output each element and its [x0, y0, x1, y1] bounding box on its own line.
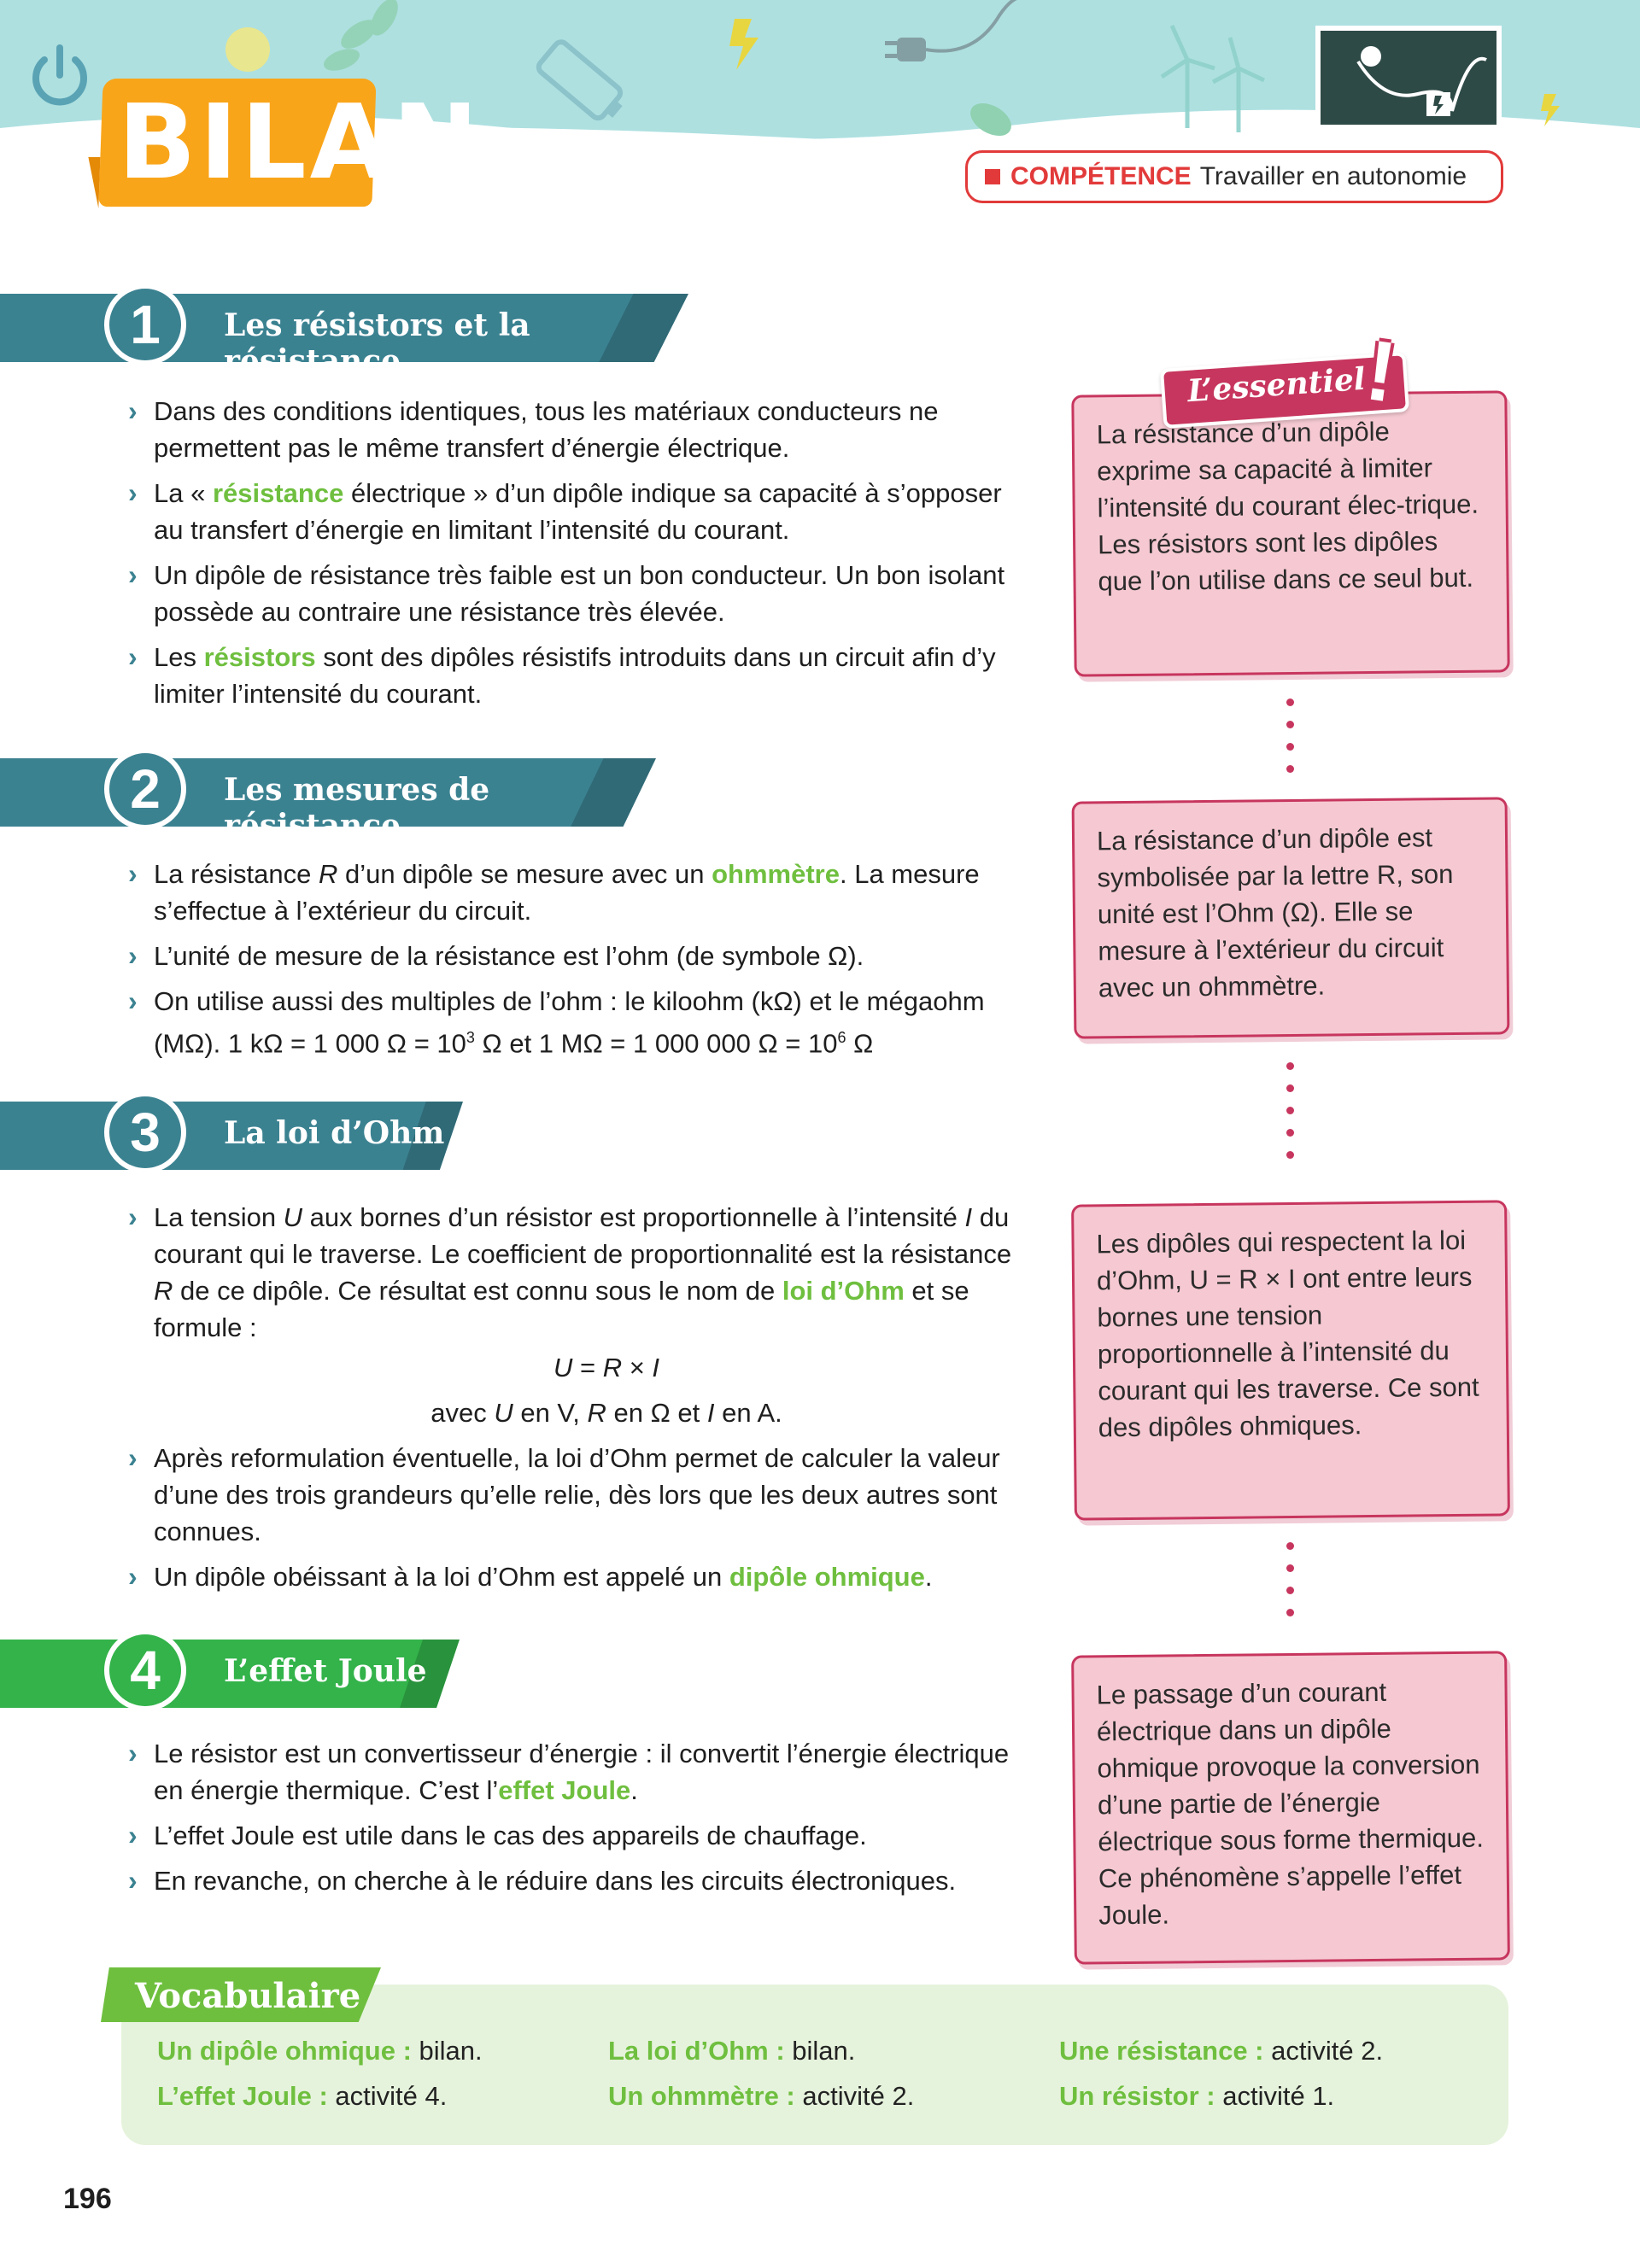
bullet-item: › Dans des conditions identiques, tous les matériaux conducteurs ne permettent pas le même transfert d’énergie électrique.	[128, 393, 1034, 466]
vocabulary-item: Un résistor : activité 1.	[1059, 2081, 1335, 2111]
section-2-bullets	[128, 856, 1034, 1070]
section-4-header	[0, 1633, 463, 1711]
chevron-right-icon: ›	[128, 1442, 138, 1473]
keyword: résistors	[203, 642, 316, 672]
chevron-right-icon: ›	[128, 985, 138, 1016]
dotted-connector	[1286, 1062, 1295, 1173]
bullet-item: › En revanche, on cherche à le réduire dans les circuits électroniques.	[128, 1862, 1034, 1899]
bullet-item: › La résistance R d’un dipôle se mesure avec un ohmmètre. La mesure s’effectue à l’extérieur du circuit.	[128, 856, 1034, 929]
page-title: BILAN	[118, 84, 482, 202]
section-number: 2	[104, 748, 186, 830]
vocabulary-item: Une résistance : activité 2.	[1059, 2036, 1384, 2066]
bullet-item: › On utilise aussi des multiples de l’ohm : le kiloohm (kΩ) et le mégaohm (MΩ). 1 kΩ = 1 000 $\Omega = 10^3$ Ω et 1 MΩ = 1 000 000 $\Omega = 10^6$ Ω	[128, 983, 1034, 1061]
vocabulary-title: Vocabulaire	[135, 1976, 361, 2016]
page-number: 196	[63, 2183, 112, 2215]
section-number: 4	[104, 1629, 186, 1711]
essentiel-box: La résistance d’un dipôle est symbolisée par la lettre R, son unité est l’Ohm (Ω). Elle se mesure à l’extérieur du circuit avec un ohmmètre.	[1072, 797, 1510, 1038]
vocabulary-item: L’effet Joule : activité 4.	[157, 2081, 448, 2111]
keyword: dipôle ohmique	[729, 1562, 925, 1592]
chevron-right-icon: ›	[128, 641, 138, 672]
chevron-right-icon: ›	[128, 1738, 138, 1768]
bullet-item: › Les résistors sont des dipôles résistifs introduits dans un circuit afin d’y limiter l’intensité du courant.	[128, 639, 1034, 712]
essentiel-label: L’essentiel	[1186, 360, 1367, 410]
bullet-item: › Après reformulation éventuelle, la loi d’Ohm permet de calculer la valeur d’une des trois grandeurs qu’elle relie, dès lors que les deux autres sont connues.	[128, 1440, 1034, 1550]
chevron-right-icon: ›	[128, 858, 138, 889]
keyword: loi d’Ohm	[782, 1276, 905, 1306]
section-4-bullets	[128, 1735, 1034, 1908]
formula-line: U = R × I	[553, 1353, 660, 1382]
dotted-connector	[1286, 1542, 1295, 1631]
section-3-header	[0, 1095, 466, 1173]
bulb-icon	[226, 27, 270, 72]
keyword: résistance	[212, 478, 344, 508]
section-2-header	[0, 751, 659, 844]
section-title: L’effet Joule	[224, 1653, 427, 1689]
section-title: Les résistors et la résistance	[224, 307, 530, 379]
chevron-right-icon: ›	[128, 559, 138, 590]
competence-label: COMPÉTENCE	[1010, 162, 1192, 190]
section-3-bullets	[128, 1199, 1034, 1604]
essentiel-box: La résistance d’un dipôle exprime sa capacité à limiter l’intensité du courant élec-trique. Les résistors sont les dipôles que l’on utilise dans ce seul but.	[1071, 390, 1509, 676]
vocabulary-item: Un dipôle ohmique : bilan.	[157, 2036, 483, 2066]
chevron-right-icon: ›	[128, 1201, 138, 1232]
chevron-right-icon: ›	[128, 1820, 138, 1850]
section-number: 3	[104, 1091, 186, 1173]
vocabulary-item: Un ohmmètre : activité 2.	[608, 2081, 915, 2111]
chevron-right-icon: ›	[128, 477, 138, 508]
section-title: La loi d’Ohm	[224, 1115, 445, 1151]
bullet-item: › Un dipôle obéissant à la loi d’Ohm est appelé un dipôle ohmique.	[128, 1558, 1034, 1595]
competence-badge	[965, 150, 1503, 203]
chevron-right-icon: ›	[128, 940, 138, 971]
keyword: effet Joule	[498, 1775, 631, 1805]
vocabulary-item: La loi d’Ohm : bilan.	[608, 2036, 856, 2066]
section-number: 1	[104, 284, 186, 365]
essentiel-box: Le passage d’un courant électrique dans un dipôle ohmique provoque la conversion d’une partie de l’énergie électrique sous forme thermique. Ce phénomène s’appelle l’effet Joule.	[1071, 1651, 1510, 1964]
chevron-right-icon: ›	[128, 395, 138, 426]
bullet-item: › L’effet Joule est utile dans le cas des appareils de chauffage.	[128, 1817, 1034, 1854]
exclamation-icon: !	[1360, 322, 1403, 421]
bullet-item: › Le résistor est un convertisseur d’énergie : il convertit l’énergie électrique en énergie thermique. C’est l’effet Joule.	[128, 1735, 1034, 1809]
bullet-item: › La tension U aux bornes d’un résistor est proportionnelle à l’intensité I du courant qui le traverse. Le coefficient de proportionnalité est la résistance R de ce dipôle. Ce résultat est connu sous le nom de loi d’Ohm et se formule : U = R × I avec U en V, R en Ω et I en A.	[128, 1199, 1034, 1431]
bullet-item: › Un dipôle de résistance très faible est un bon conducteur. Un bon isolant possède au contraire une résistance très élevée.	[128, 557, 1034, 630]
bullet-item: › L’unité de mesure de la résistance est l’ohm (de symbole Ω).	[128, 938, 1034, 974]
dotted-connector	[1286, 699, 1295, 787]
competence-square-icon	[985, 169, 1000, 184]
chevron-right-icon: ›	[128, 1561, 138, 1592]
essentiel-box: Les dipôles qui respectent la loi d’Ohm, U = R × I ont entre leurs bornes une tension proportionnelle à l’intensité du courant qui les traverse. Ce sont des dipôles ohmiques.	[1071, 1200, 1510, 1520]
chevron-right-icon: ›	[128, 1865, 138, 1896]
keyword: ohmmètre	[712, 859, 840, 889]
blackboard-icon	[1315, 26, 1502, 130]
bullet-item: › La « résistance électrique » d’un dipôle indique sa capacité à s’opposer au transfert d’énergie en limitant l’intensité du courant.	[128, 475, 1034, 548]
section-title: Les mesures de résistance	[224, 772, 490, 844]
formula-units: avec U en V, R en Ω et I en A.	[430, 1398, 782, 1428]
section-1-bullets	[128, 393, 1034, 721]
competence-value: Travailler en autonomie	[1199, 162, 1467, 190]
section-1-header	[0, 287, 692, 379]
